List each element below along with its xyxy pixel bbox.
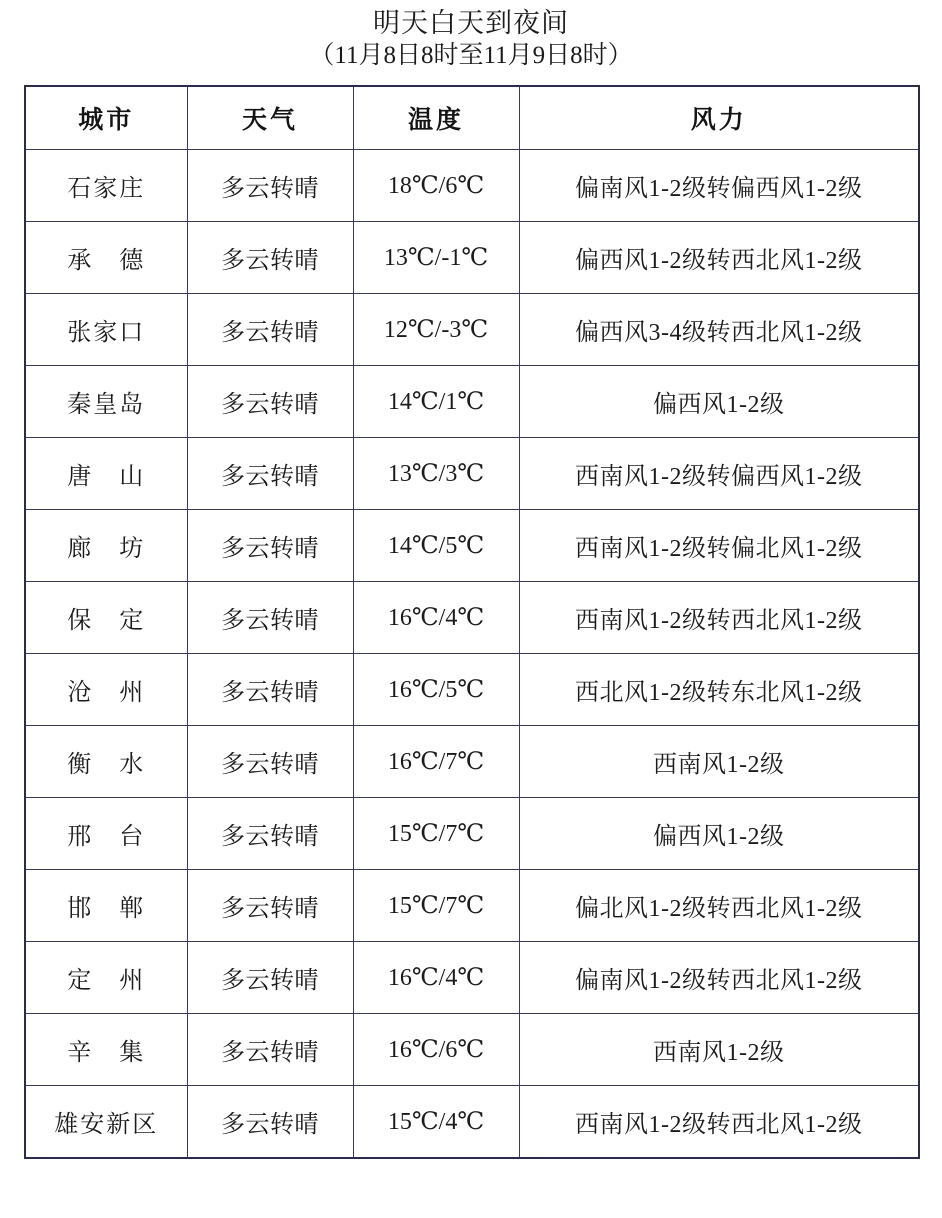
table-row	[25, 1014, 919, 1086]
cell-weather: 多云转晴	[187, 582, 353, 654]
header-wind: 风力	[519, 86, 919, 150]
table-header-row	[25, 86, 919, 150]
cell-weather: 多云转晴	[187, 870, 353, 942]
cell-weather: 多云转晴	[187, 1086, 353, 1159]
cell-temperature: 13℃/-1℃	[353, 222, 519, 294]
table-row	[25, 870, 919, 942]
cell-city: 秦皇岛	[25, 366, 187, 438]
table-row	[25, 654, 919, 726]
cell-wind: 偏西风1-2级	[519, 798, 919, 870]
weather-table-body	[25, 86, 919, 1158]
header-weather: 天气	[187, 86, 353, 150]
cell-weather: 多云转晴	[187, 942, 353, 1014]
cell-wind: 西南风1-2级	[519, 726, 919, 798]
cell-weather: 多云转晴	[187, 510, 353, 582]
cell-city: 邯 郸	[25, 870, 187, 942]
cell-weather: 多云转晴	[187, 654, 353, 726]
cell-wind: 偏北风1-2级转西北风1-2级	[519, 870, 919, 942]
cell-city: 廊 坊	[25, 510, 187, 582]
cell-city: 定 州	[25, 942, 187, 1014]
cell-wind: 西北风1-2级转东北风1-2级	[519, 654, 919, 726]
cell-weather: 多云转晴	[187, 726, 353, 798]
title-main: 明天白天到夜间	[373, 8, 569, 38]
cell-wind: 西南风1-2级转西北风1-2级	[519, 582, 919, 654]
cell-wind: 西南风1-2级	[519, 1014, 919, 1086]
cell-temperature: 12℃/-3℃	[353, 294, 519, 366]
title-period: （11月8日8时至11月9日8时）	[309, 42, 633, 69]
cell-city: 保 定	[25, 582, 187, 654]
cell-city: 唐 山	[25, 438, 187, 510]
cell-city: 辛 集	[25, 1014, 187, 1086]
cell-temperature: 16℃/5℃	[353, 654, 519, 726]
cell-wind: 偏西风1-2级转西北风1-2级	[519, 222, 919, 294]
cell-weather: 多云转晴	[187, 1014, 353, 1086]
cell-weather: 多云转晴	[187, 438, 353, 510]
cell-temperature: 14℃/5℃	[353, 510, 519, 582]
cell-city: 沧 州	[25, 654, 187, 726]
cell-temperature: 16℃/7℃	[353, 726, 519, 798]
weather-table-container	[0, 72, 942, 1159]
cell-wind: 偏南风1-2级转西北风1-2级	[519, 942, 919, 1014]
cell-wind: 偏西风1-2级	[519, 366, 919, 438]
cell-weather: 多云转晴	[187, 150, 353, 222]
cell-wind: 偏南风1-2级转偏西风1-2级	[519, 150, 919, 222]
cell-wind: 西南风1-2级转西北风1-2级	[519, 1086, 919, 1159]
cell-temperature: 15℃/4℃	[353, 1086, 519, 1159]
cell-city: 承 德	[25, 222, 187, 294]
cell-weather: 多云转晴	[187, 798, 353, 870]
table-row	[25, 798, 919, 870]
cell-wind: 西南风1-2级转偏西风1-2级	[519, 438, 919, 510]
header-city: 城市	[25, 86, 187, 150]
table-row	[25, 510, 919, 582]
cell-city: 邢 台	[25, 798, 187, 870]
table-row	[25, 150, 919, 222]
cell-temperature: 16℃/4℃	[353, 582, 519, 654]
cell-wind: 偏西风3-4级转西北风1-2级	[519, 294, 919, 366]
cell-temperature: 14℃/1℃	[353, 366, 519, 438]
cell-wind: 西南风1-2级转偏北风1-2级	[519, 510, 919, 582]
table-row	[25, 1086, 919, 1159]
cell-city: 衡 水	[25, 726, 187, 798]
cell-temperature: 15℃/7℃	[353, 798, 519, 870]
table-row	[25, 726, 919, 798]
weather-table	[24, 85, 920, 1159]
table-row	[25, 366, 919, 438]
cell-city: 张家口	[25, 294, 187, 366]
cell-temperature: 16℃/6℃	[353, 1014, 519, 1086]
table-row	[25, 582, 919, 654]
table-row	[25, 942, 919, 1014]
cell-weather: 多云转晴	[187, 222, 353, 294]
cell-temperature: 16℃/4℃	[353, 942, 519, 1014]
cell-temperature: 15℃/7℃	[353, 870, 519, 942]
page-title	[0, 0, 942, 72]
cell-city: 石家庄	[25, 150, 187, 222]
table-row	[25, 222, 919, 294]
cell-city: 雄安新区	[25, 1086, 187, 1159]
cell-weather: 多云转晴	[187, 366, 353, 438]
table-row	[25, 294, 919, 366]
cell-weather: 多云转晴	[187, 294, 353, 366]
header-temperature: 温度	[353, 86, 519, 150]
cell-temperature: 18℃/6℃	[353, 150, 519, 222]
cell-temperature: 13℃/3℃	[353, 438, 519, 510]
table-row	[25, 438, 919, 510]
